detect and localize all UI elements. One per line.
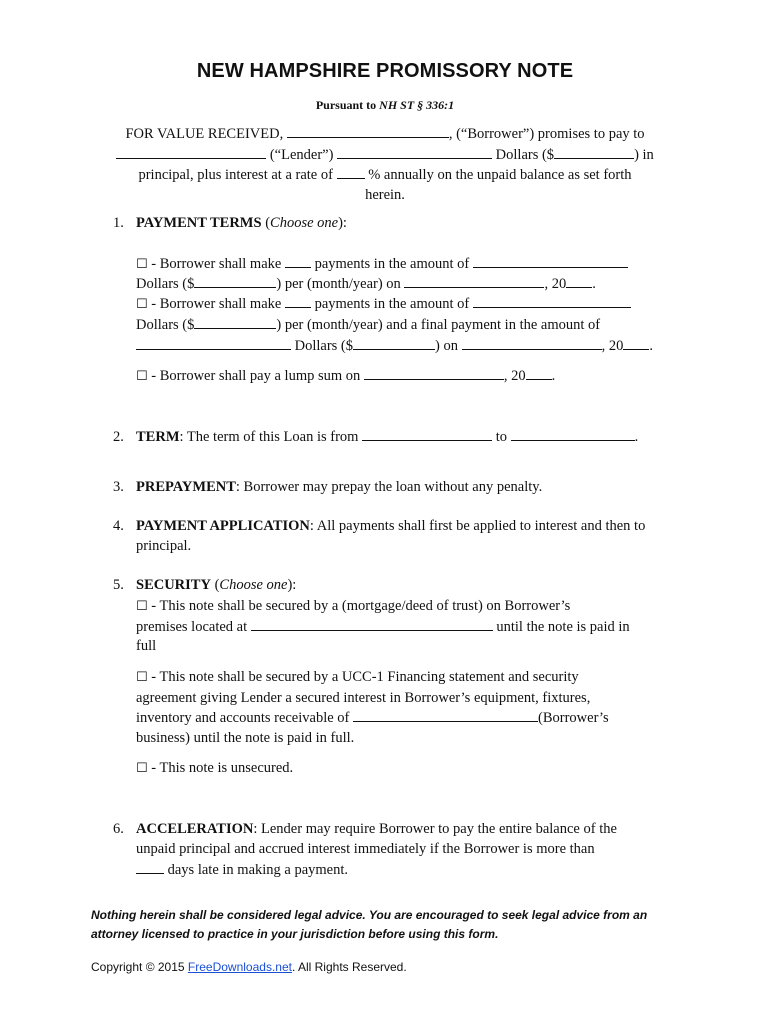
intro-line-3 [100, 165, 670, 186]
term-end-blank[interactable] [511, 427, 635, 441]
lump-sum-date-blank[interactable] [364, 366, 504, 380]
copyright-text: . All Rights Reserved. [291, 960, 407, 974]
intro-text: ) in [634, 146, 654, 163]
payment-option-2-cont [136, 315, 600, 335]
intro-text: % annually on the unpaid balance as set forth [368, 167, 632, 184]
section-number: 6. [113, 821, 124, 837]
freedownloads-link[interactable]: FreeDownloads.net [187, 960, 292, 974]
paren: ( [265, 215, 271, 231]
section-heading: PREPAYMENT [136, 479, 236, 495]
statute-citation: NH ST § 336:1 [379, 98, 455, 112]
intro-line-4: herein. [365, 187, 405, 204]
security-option-3 [136, 758, 293, 779]
section-number: 4. [113, 518, 124, 534]
option-text: Dollars ($ [294, 338, 354, 354]
option-text: Dollars ($ [136, 276, 195, 292]
section-number: 5. [113, 577, 124, 593]
section-number: 3. [113, 479, 124, 495]
interest-rate-blank[interactable] [337, 165, 365, 179]
option-text: until the note is paid in [496, 619, 630, 635]
payment-option-2 [136, 294, 631, 315]
amount-number-blank[interactable] [554, 145, 634, 159]
intro-paragraph [100, 124, 670, 206]
section-text: . [634, 429, 639, 445]
section-text: : Borrower may prepay the loan without any penalty. [235, 479, 543, 495]
option-text: payments in the amount of [314, 296, 470, 312]
final-payment-amount-blank[interactable] [353, 336, 435, 350]
security-option-2-cont2 [136, 708, 609, 728]
security-option-1 [136, 596, 570, 617]
section-text: unpaid principal and accrued interest immediately if the Borrower is more than [136, 841, 595, 858]
statute-reference [0, 98, 770, 113]
section-heading: TERM [136, 429, 180, 445]
days-late-blank[interactable] [136, 860, 164, 874]
choose-one-note: Choose one [219, 577, 288, 593]
option-text: - This note shall be secured by a UCC-1 Financing statement and security [151, 669, 579, 685]
section-text: principal. [136, 538, 192, 555]
document-title: NEW HAMPSHIRE PROMISSORY NOTE [196, 60, 574, 82]
borrower-name-blank[interactable] [287, 124, 449, 138]
option-text: , 20 [601, 338, 624, 354]
premises-address-blank[interactable] [251, 617, 493, 631]
choose-one-note: Choose one [270, 215, 339, 231]
option-text: ) per (month/year) and a final payment in the amount of [276, 317, 601, 333]
checkbox-icon[interactable]: ☐ [136, 599, 148, 614]
payment-amount-words-blank[interactable] [473, 294, 631, 308]
section-text: to [495, 429, 507, 445]
option-text: - This note is unsecured. [151, 760, 294, 776]
term-start-blank[interactable] [362, 427, 492, 441]
year-blank[interactable] [526, 366, 552, 380]
section-heading: ACCELERATION [136, 821, 254, 837]
security-option-2-cont: agreement giving Lender a secured interest in Borrower’s equipment, fixtures, [136, 690, 591, 706]
payment-option-2-cont2 [136, 336, 653, 356]
borrower-business-blank[interactable] [353, 708, 538, 722]
checkbox-icon[interactable]: ☐ [136, 761, 148, 776]
option-text: premises located at [136, 619, 248, 635]
checkbox-icon[interactable]: ☐ [136, 369, 148, 384]
paren: ): [338, 215, 347, 231]
payment-option-1 [136, 254, 628, 275]
intro-text: FOR VALUE RECEIVED, [125, 126, 284, 142]
option-text: , 20 [544, 276, 567, 292]
legal-disclaimer [91, 906, 691, 943]
copyright-notice [91, 960, 407, 974]
paren: ): [287, 577, 297, 593]
option-text: . [649, 338, 653, 354]
intro-text: principal, plus interest at a rate of [138, 167, 333, 184]
disclaimer-line: Nothing herein shall be considered legal advice. You are encouraged to seek legal advice from an [91, 908, 648, 922]
checkbox-icon[interactable]: ☐ [136, 257, 148, 272]
final-payment-words-blank[interactable] [136, 336, 291, 350]
amount-words-blank[interactable] [337, 145, 492, 159]
option-text: - Borrower shall make [151, 256, 282, 272]
section-text: days late in making a payment. [167, 861, 349, 878]
option-text: ) on [435, 338, 458, 354]
paren: ( [210, 577, 220, 593]
intro-line-2 [100, 145, 670, 166]
section-text: : All payments shall first be applied to interest and then to [309, 518, 646, 534]
security-option-2-cont3: business) until the note is paid in full. [136, 730, 355, 746]
option-text: ) per (month/year) on [276, 276, 401, 292]
payment-count-blank[interactable] [285, 254, 311, 268]
section-heading: SECURITY [136, 577, 211, 593]
year-blank[interactable] [566, 274, 592, 288]
payment-amount-blank[interactable] [194, 315, 276, 329]
intro-text: (“Lender”) [269, 146, 334, 163]
option-text: (Borrower’s [538, 710, 609, 726]
payment-count-blank[interactable] [285, 294, 311, 308]
section-number: 2. [113, 429, 124, 445]
payment-date-blank[interactable] [404, 274, 544, 288]
intro-text: Dollars ($ [495, 146, 555, 163]
year-blank[interactable] [623, 336, 649, 350]
intro-text: , (“Borrower”) promises to pay to [448, 126, 645, 142]
option-text: - Borrower shall make [151, 296, 282, 312]
payment-amount-blank[interactable] [194, 274, 276, 288]
disclaimer-line: attorney licensed to practice in your jurisdiction before using this form. [91, 926, 499, 941]
section-heading: PAYMENT APPLICATION [136, 518, 310, 534]
copyright-text: Copyright © 2015 [91, 960, 185, 974]
statute-prefix: Pursuant to [315, 98, 377, 112]
final-payment-date-blank[interactable] [462, 336, 602, 350]
option-text: payments in the amount of [314, 256, 470, 272]
option-text: , 20 [503, 368, 526, 384]
option-text: . [592, 276, 596, 292]
section-heading: PAYMENT TERMS [136, 215, 262, 231]
security-option-2 [136, 667, 579, 688]
intro-line-1 [100, 124, 670, 145]
payment-option-3 [136, 366, 555, 387]
option-text: . [551, 368, 556, 384]
option-text: Dollars ($ [136, 317, 195, 333]
checkbox-icon[interactable]: ☐ [136, 297, 148, 312]
security-option-1-cont [136, 617, 630, 637]
payment-option-1-cont [136, 274, 596, 294]
option-text: inventory and accounts receivable of [136, 710, 350, 726]
option-text: - This note shall be secured by a (mortgage/deed of trust) on Borrower’s [151, 598, 571, 614]
section-number: 1. [113, 215, 124, 231]
security-option-1-cont2: full [136, 638, 157, 654]
lender-name-blank[interactable] [116, 145, 266, 159]
payment-amount-words-blank[interactable] [473, 254, 628, 268]
checkbox-icon[interactable]: ☐ [136, 670, 148, 685]
section-text: : Lender may require Borrower to pay the entire balance of the [253, 821, 617, 837]
section-text: : The term of this Loan is from [179, 429, 359, 445]
option-text: - Borrower shall pay a lump sum on [151, 368, 361, 384]
